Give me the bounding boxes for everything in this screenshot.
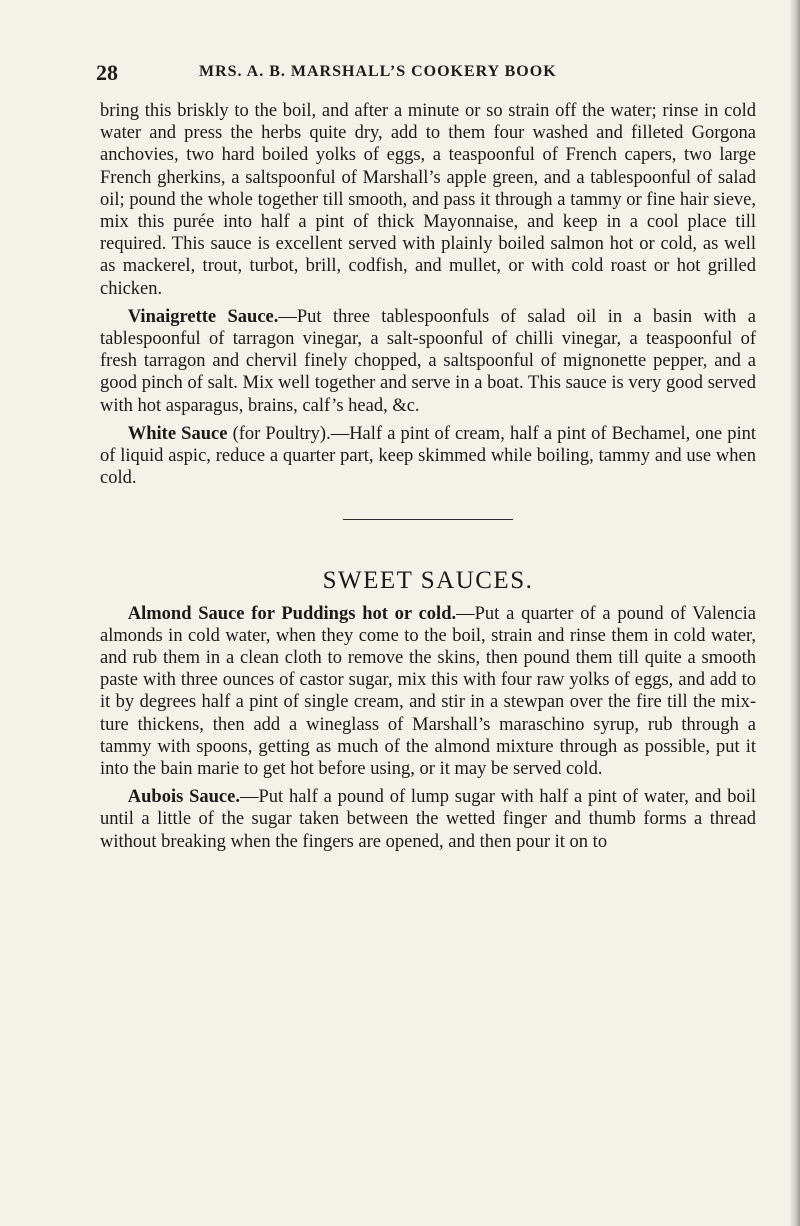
- running-head: MRS. A. B. MARSHALL’S COOKERY BOOK: [199, 63, 557, 80]
- section-divider: [343, 519, 513, 520]
- recipe-text: —Put a quarter of a pound of Valencia almonds in cold water, when they come to the boil, strain and rinse them in cold water, and rub them in a clean cloth to remove the skins, then pound them till quite a smooth paste with three ounces of castor sugar, mix this with four raw yolks of eggs, and add to it by degrees half a pint of single cream, and stir in a stewpan over the fire till the mix-ture thickens, then add a wineglass of Marshall’s maraschino syrup, rub through a tammy with spoons, getting as much of the almond mixture through as possible, put it into the bain marie to get hot before using, or it may be served cold.: [100, 603, 756, 780]
- recipe-heading: White Sauce: [127, 423, 228, 444]
- section-title: SWEET SAUCES.: [322, 567, 534, 595]
- page-body: [100, 100, 756, 853]
- recipe-text: —Put three tablespoonfuls of salad oil in a basin with a tablespoonful of tarragon vinegar, a salt-spoonful of chilli vinegar, a teaspoonful of fresh tarragon and chervil finely chopped, a saltspoonful of mignonette pepper, and a good pinch of salt. Mix well together and serve in a boat. This sauce is very good served with hot asparagus, brains, calf’s head, &c.: [100, 306, 756, 416]
- paragraph-continuation: [100, 100, 756, 300]
- paragraph-aubois-sauce: [100, 786, 756, 853]
- recipe-heading: Aubois Sauce.: [127, 787, 240, 808]
- paragraph-white-sauce: [100, 423, 756, 490]
- page-edge-shadow: [790, 0, 800, 1226]
- paragraph-text: bring this briskly to the boil, and after a minute or so strain off the water; rinse in cold water and press the herbs quite dry, add to them four washed and filleted Gorgona anchovies, two hard boiled yolks of eggs, a teaspoonful of French capers, two large French gherkins, a saltspoonful of Marshall’s apple green, and a tablespoonful of salad oil; pound the whole together till smooth, and pass it through a tammy or fine hair sieve, mix this purée into half a pint of thick Mayonnaise, and keep in a cool place till required. This sauce is excellent served with plainly boiled salmon hot or cold, as well as mackerel, trout, turbot, brill, codfish, and mullet, or with cold roast or hot grilled chicken.: [100, 101, 756, 299]
- page-header: [96, 60, 756, 88]
- recipe-heading: Vinaigrette Sauce.: [127, 306, 279, 327]
- recipe-text: —Put half a pound of lump sugar with half a pint of water, and boil until a little of the sugar taken between the wetted finger and thumb forms a thread without breaking when the fingers are opened, and then pour it on to: [100, 787, 756, 852]
- recipe-text: (for Poultry).—Half a pint of cream, half a pint of Bechamel, one pint of liquid aspic, reduce a quarter part, keep skimmed while boiling, tammy and use when cold.: [100, 423, 756, 489]
- paragraph-almond-sauce: [100, 603, 756, 781]
- recipe-heading: Almond Sauce for Puddings hot or cold.: [127, 603, 457, 624]
- paragraph-vinaigrette-sauce: [100, 306, 756, 417]
- page-number: 28: [96, 60, 118, 85]
